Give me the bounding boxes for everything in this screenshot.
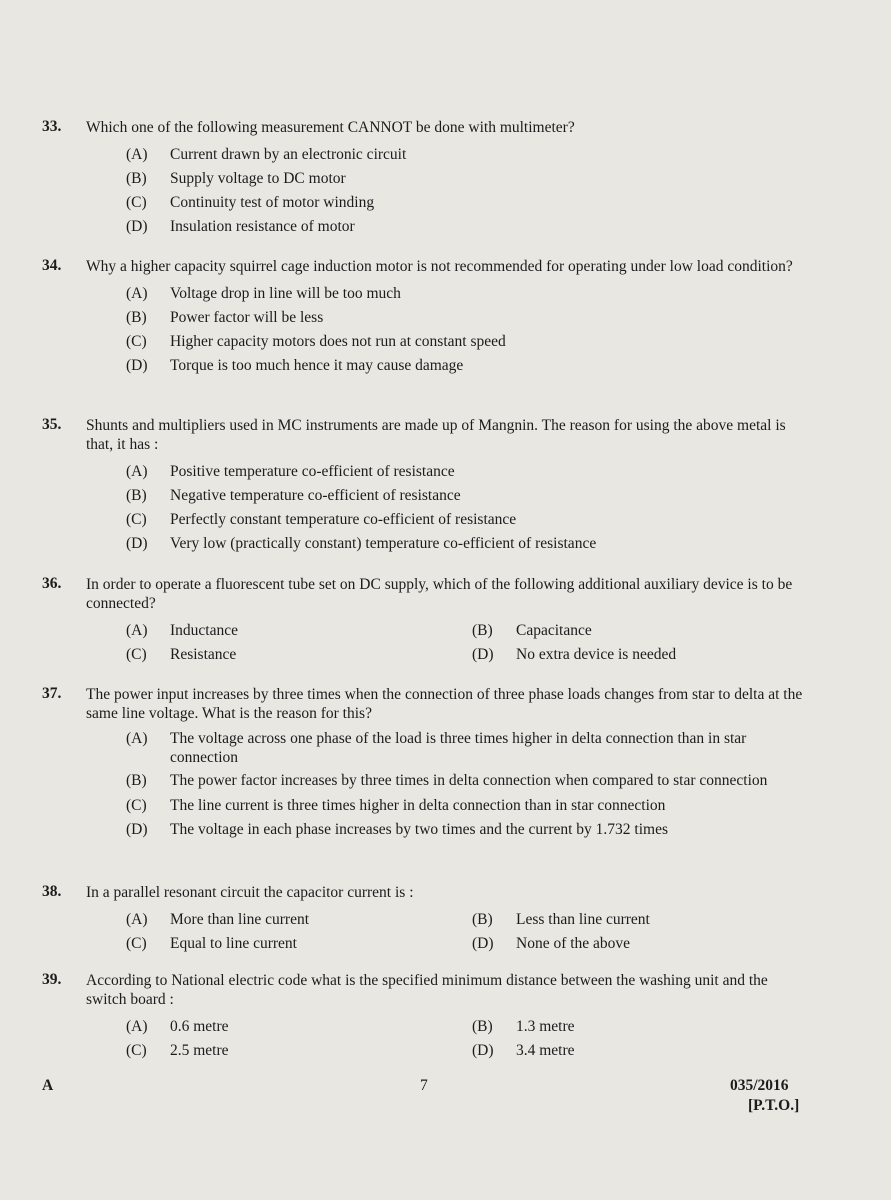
question-number: 35. — [42, 416, 62, 433]
question-text: Why a higher capacity squirrel cage induction motor is not recommended for operating under low load condition? — [86, 258, 793, 275]
option-a: (A) Voltage drop in line will be too much — [126, 285, 401, 302]
option-a: (A) Current drawn by an electronic circuit — [126, 146, 407, 163]
option-c: (C) Continuity test of motor winding — [126, 194, 375, 211]
option-b: (B) Power factor will be less — [126, 309, 324, 326]
question-39 — [42, 971, 812, 1063]
question-38 — [42, 883, 812, 956]
question-text: The power input increases by three times when the connection of three phase loads changes from star to delta at the same line voltage. What is the reason for this? — [86, 686, 803, 722]
footer-page-number: 7 — [420, 1077, 428, 1094]
question-number: 36. — [42, 575, 62, 592]
question-34 — [42, 257, 812, 378]
option-b: (B) The power factor increases by three times in delta connection when compared to star connection — [126, 772, 768, 789]
option-b: (B) Capacitance — [472, 622, 592, 639]
option-d: (D) Insulation resistance of motor — [126, 218, 355, 235]
question-33 — [42, 118, 812, 239]
option-d: (D) None of the above — [472, 935, 631, 952]
option-c: (C) Higher capacity motors does not run at constant speed — [126, 333, 506, 350]
option-b: (B) Supply voltage to DC motor — [126, 170, 346, 187]
question-text: In a parallel resonant circuit the capacitor current is : — [86, 884, 414, 901]
option-d: (D) The voltage in each phase increases by two times and the current by 1.732 times — [126, 821, 668, 838]
options-grid — [42, 619, 812, 667]
option-a: (A) Positive temperature co-efficient of resistance — [126, 463, 455, 480]
question-text: According to National electric code what is the specified minimum distance between the washing unit and the switch board : — [86, 972, 768, 1008]
option-a: (A) The voltage across one phase of the load is three times higher in delta connection than in star connection — [126, 730, 747, 766]
option-d: (D) Very low (practically constant) temperature co-efficient of resistance — [126, 535, 597, 552]
question-text: In order to operate a fluorescent tube set on DC supply, which of the following additional auxiliary device is to be connected? — [86, 576, 793, 612]
option-c: (C) Resistance — [126, 646, 237, 663]
question-number: 38. — [42, 883, 62, 900]
question-35 — [42, 416, 812, 556]
option-a: (A) 0.6 metre — [126, 1018, 229, 1035]
option-d: (D) No extra device is needed — [472, 646, 677, 663]
option-b: (B) 1.3 metre — [472, 1018, 575, 1035]
option-c: (C) Perfectly constant temperature co-efficient of resistance — [126, 511, 517, 528]
footer-code: 035/2016 — [730, 1077, 789, 1094]
option-c: (C) Equal to line current — [126, 935, 297, 952]
question-36 — [42, 575, 812, 667]
question-text: Which one of the following measurement CANNOT be done with multimeter? — [86, 119, 575, 136]
question-37 — [42, 685, 812, 842]
question-number: 33. — [42, 118, 62, 135]
option-c: (C) The line current is three times higher in delta connection than in star connection — [126, 797, 666, 814]
question-number: 37. — [42, 685, 62, 702]
question-number: 34. — [42, 257, 62, 274]
options-grid — [42, 908, 812, 956]
option-a: (A) More than line current — [126, 911, 310, 928]
option-d: (D) Torque is too much hence it may cause damage — [126, 357, 464, 374]
options-grid — [42, 1015, 812, 1063]
option-b: (B) Negative temperature co-efficient of resistance — [126, 487, 461, 504]
footer-series: A — [42, 1077, 54, 1094]
question-text: Shunts and multipliers used in MC instruments are made up of Mangnin. The reason for using the above metal is that, it has : — [86, 417, 786, 453]
option-b: (B) Less than line current — [472, 911, 650, 928]
option-a: (A) Inductance — [126, 622, 238, 639]
footer-pto: [P.T.O.] — [748, 1097, 800, 1114]
option-c: (C) 2.5 metre — [126, 1042, 229, 1059]
question-number: 39. — [42, 971, 62, 988]
option-d: (D) 3.4 metre — [472, 1042, 575, 1059]
